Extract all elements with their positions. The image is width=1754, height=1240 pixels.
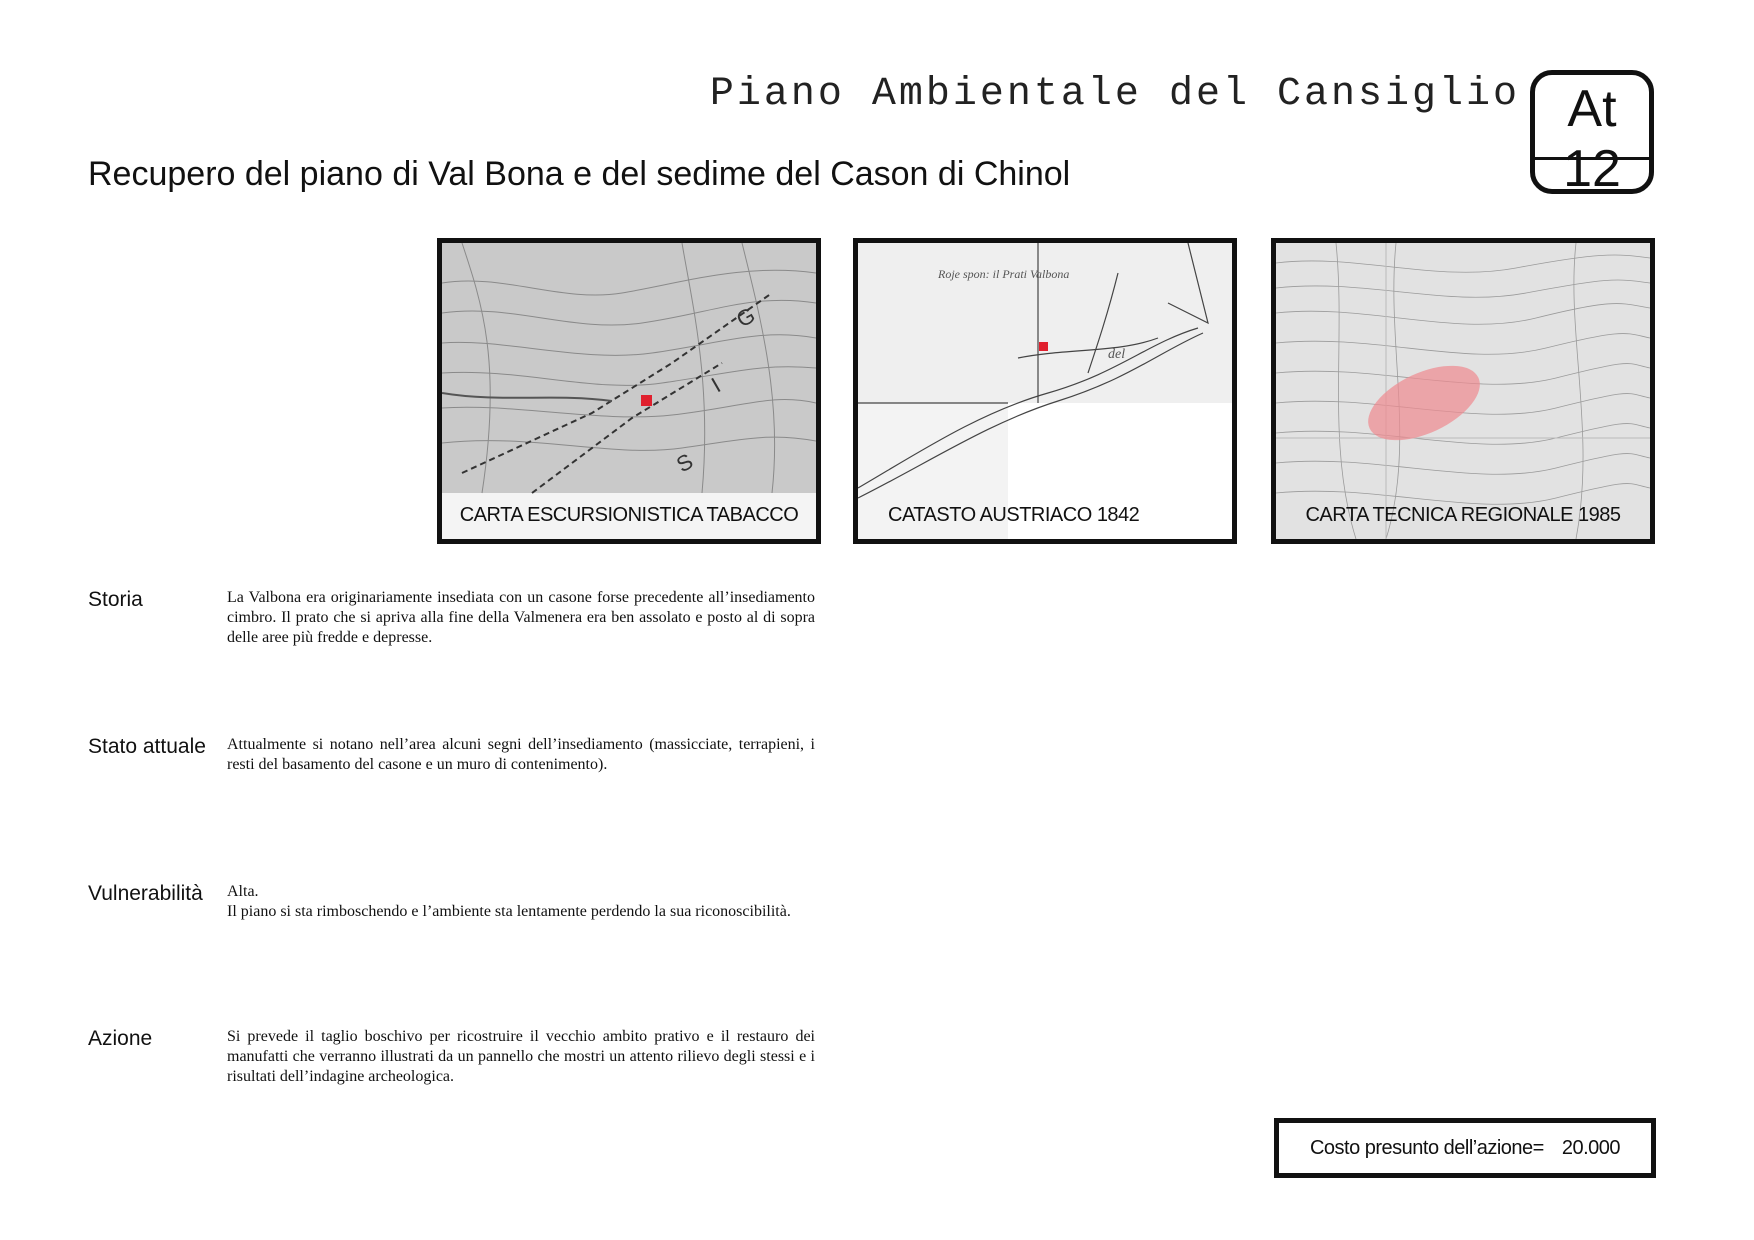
vulnerabilita-level: Alta.: [227, 883, 259, 900]
section-label-vulnerabilita: Vulnerabilità: [88, 882, 203, 905]
section-text-azione: [227, 1027, 815, 1087]
section-label-storia: Storia: [88, 588, 143, 611]
site-marker: [1039, 342, 1048, 351]
map-caption-ctr: CARTA TECNICA REGIONALE 1985: [1305, 504, 1621, 526]
sheet-code-badge: [1530, 70, 1654, 194]
section-label-azione: Azione: [88, 1027, 153, 1050]
map-caption-catasto: CATASTO AUSTRIACO 1842: [888, 504, 1140, 526]
document-title: Recupero del piano di Val Bona e del sedime del Cason di Chinol: [88, 155, 1071, 193]
azione-paragraph: Si prevede il taglio boschivo per ricostruire il vecchio ambito prativo e il restauro dei manufatti che verranno illustrati da un pannello che mostri un attento rilievo degli stessi e i risultati dell’indagine archeologica.: [227, 1028, 815, 1085]
vulnerabilita-paragraph: Il piano si sta rimboschendo e l’ambiente sta lentamente perdendo la sua riconoscibilità.: [227, 903, 791, 920]
svg-text:I: I: [707, 372, 725, 398]
section-text-vulnerabilita: [227, 882, 815, 922]
cadastral-map-icon: [858, 243, 1232, 539]
topographic-map-icon: [442, 243, 816, 539]
section-text-stato: [227, 735, 815, 775]
series-title: Piano Ambientale del Cansiglio: [709, 72, 1520, 117]
map-ctr: [1271, 238, 1655, 544]
svg-text:del: del: [1108, 347, 1126, 362]
cost-value: 20.000: [1561, 1136, 1621, 1159]
svg-text:G: G: [732, 302, 760, 333]
svg-text:S: S: [672, 448, 698, 478]
map-tabacco: [437, 238, 821, 544]
storia-paragraph: La Valbona era originariamente insediata con un casone forse precedente all’insediamento cimbro. Il prato che si apriva alla fine della Valmenera era ben assolato e posto al di sopra delle aree più fredde e depresse.: [227, 589, 815, 646]
cost-box: [1274, 1118, 1656, 1178]
sheet-code-number: 12: [1563, 140, 1621, 194]
map-caption-tabacco: CARTA ESCURSIONISTICA TABACCO: [459, 504, 799, 526]
contour-map-icon: [1276, 243, 1650, 539]
svg-text:Roje spon: il Prati Valbona: Roje spon: il Prati Valbona: [938, 267, 1070, 281]
section-label-stato: Stato attuale: [88, 735, 206, 758]
cost-label: Costo presunto dell’azione=: [1309, 1136, 1544, 1159]
section-text-storia: [227, 588, 815, 648]
site-marker: [641, 395, 652, 406]
map-catasto: [853, 238, 1237, 544]
stato-paragraph: Attualmente si notano nell’area alcuni segni dell’insediamento (massicciate, terrapieni, i resti del basamento del casone e un muro di contenimento).: [227, 736, 815, 773]
sheet-code-letters: At: [1567, 80, 1617, 138]
